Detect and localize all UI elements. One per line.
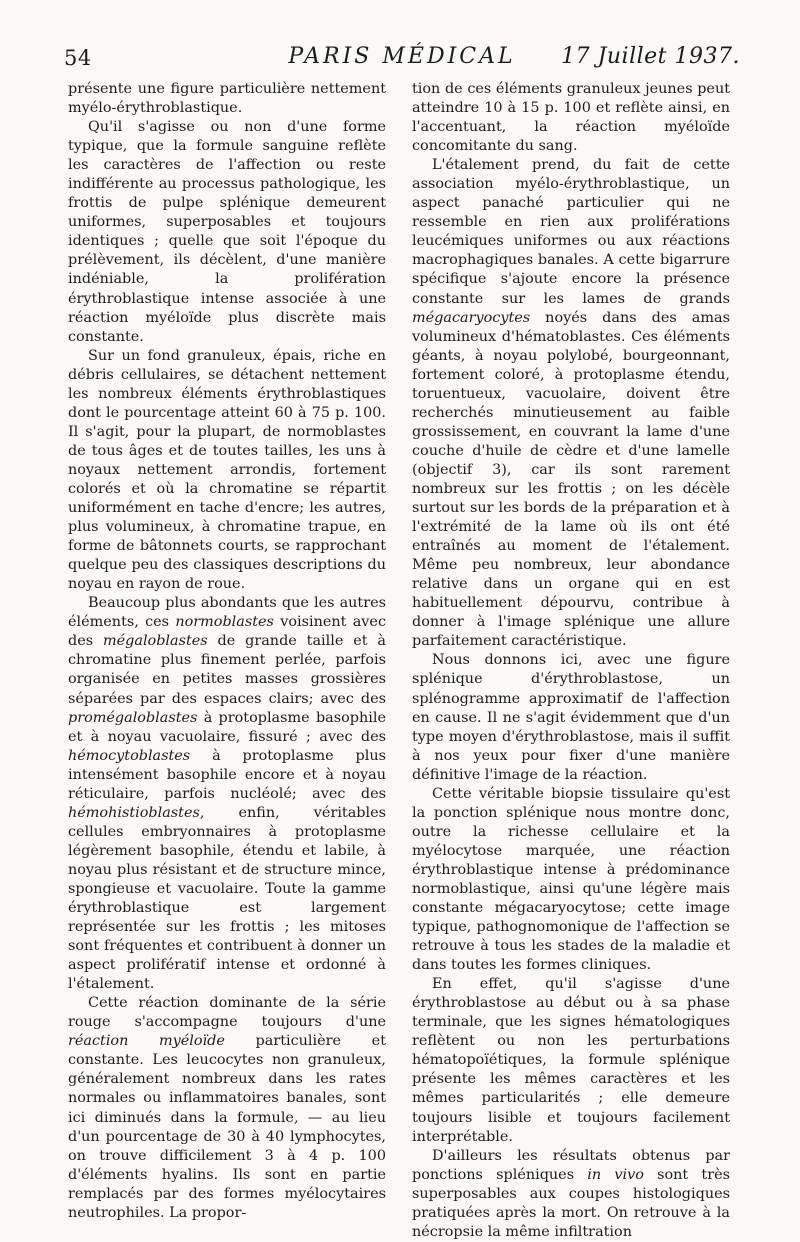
text-run: voisinent avec des — [68, 614, 387, 650]
text-run: , enfin, véritables cellules embryonnaires à protoplasme légèrement basophile, étendu et labile, à noyau plus résistant et de structure mince, spongieuse et vacuolaire. Toute la gamme érythroblastique est largement représentée sur les frottis ; les mitoses sont fréquentes et contribuent à donner un aspect prolifératif intense et ordonné à l'étalement. — [68, 804, 386, 993]
journal-title: PARIS MÉDICAL — [288, 44, 516, 69]
text-run: Cette réaction dominante de la série rouge s'accompagne toujours d'une — [68, 995, 386, 1031]
text-run: particulière et constante. Les leucocytes non granuleux, généralement nombreux dans les rates normales ou inflammatoires banales, sont ici diminués dans la formule, — au lieu d'un pourcentage de 30 à 40 lymphocytes, on trouve difficilement 3 à 4 p. 100 d'éléments hyalins. Ils sont en partie remplacés par des formes myélocytaires neutrophiles. La propor- — [68, 1033, 386, 1221]
paragraph — [412, 1147, 730, 1242]
text-run: noyés dans des amas volumineux d'hématoblastes. Ces éléments géants, à noyau polylobé, bourgeonnant, fortement coloré, à protoplasme étendu, toruentueux, vacuolaire, doivent être recherchés minutieusement au faible grossissement, en couvrant la lame d'une couche d'huile de cèdre et d'une lamelle (objectif 3), car ils sont rarement nombreux sur les frottis ; on les décèle surtout sur les bords de la préparation et à l'extrémité de la lame où ils ont été entraînés au moment de l'étalement. Même peu nombreux, leur abondance relative dans un organe qui en est habituellement dépourvu, contribue à donner à l'image splénique une allure parfaitement caractéristique. — [412, 309, 730, 650]
paragraph — [68, 594, 386, 994]
paragraph: Nous donnons ici, avec une figure splénique d'érythroblastose, un splénogramme approximatif de l'affection en cause. Il ne s'agit évidemment que d'un type moyen d'érythroblastose, mais il suffit à nos yeux pour fixer d'une manière définitive l'image de la réaction. — [412, 652, 730, 783]
text-run: sont très superposables aux coupes histologiques pratiquées après la mort. On retrouve à la nécropsie la même infiltration — [412, 1166, 730, 1240]
paragraph: présente une figure particulière nettement myélo-érythroblastique. — [68, 81, 386, 117]
paragraph: tion de ces éléments granuleux jeunes peut atteindre 10 à 15 p. 100 et reflète ainsi, en l'accentuant, la réaction myéloïde concomitante du sang. — [412, 81, 730, 155]
paragraph — [412, 156, 730, 651]
italic-term: réaction myéloïde — [68, 1033, 225, 1050]
paragraph: Qu'il s'agisse ou non d'une forme typique, que la formule sanguine reflète les caractères de l'affection ou reste indifférente au processus pathologique, les frottis de pulpe splénique demeurent uniformes, superposables et toujours identiques ; quelle que soit l'époque du prélèvement, ils décèlent, d'une manière indéniable, la prolifération érythroblastique intense associée à une réaction myéloïde plus discrète mais constante. — [68, 119, 386, 345]
text-run: à protoplasme basophile et à noyau vacuolaire, fissuré ; avec des — [68, 709, 386, 745]
italic-term: mégacaryocytes — [412, 309, 531, 326]
left-column — [68, 80, 386, 1223]
text-run: à protoplasme plus intensément basophile encore et à noyau réticulaire, parfois nucléolé; avec des — [68, 747, 386, 802]
text-run: de grande taille et à chromatine plus finement perlée, parfois organisée en petites masses grossières séparées par des espaces clairs; avec des — [68, 633, 386, 707]
page-number: 54 — [64, 46, 92, 70]
paragraph: Sur un fond granuleux, épais, riche en débris cellulaires, se détachent nettement les nombreux éléments érythroblastiques dont le pourcentage atteint 60 à 75 p. 100. Il s'agit, pour la plupart, de normoblastes de tous âges et de toutes tailles, les uns à noyaux nettement arrondis, fortement colorés et où la chromatine se répartit uniformément en tache d'encre; les autres, plus volumineux, à chromatine trapue, en forme de bâtonnets courts, se rapprochant quelque peu des classiques descriptions du noyau en rayon de roue. — [68, 347, 386, 593]
text-run: D'ailleurs les résultats obtenus par ponctions spléniques — [412, 1147, 730, 1183]
paragraph: En effet, qu'il s'agisse d'une érythroblastose au début ou à sa phase terminale, que les signes hématologiques reflètent ou non les perturbations hématopoïétiques, la formule splénique présente les mêmes caractères et les mêmes particularités ; elle demeure toujours lisible et toujours facilement interprétable. — [412, 976, 730, 1145]
issue-date: 17 Juillet 1937. — [561, 44, 740, 69]
italic-term: mégaloblastes — [102, 633, 208, 650]
italic-term: in vivo — [587, 1166, 644, 1183]
text-run: L'étalement prend, du fait de cette association myélo-érythroblastique, un aspect panaché particulier qui ne ressemble en rien aux proliférations leucémiques uniformes ou aux réactions macrophagiques banales. A cette bigarrure spécifique s'ajoute encore la présence constante sur les lames de grands — [412, 157, 730, 307]
italic-term: normoblastes — [175, 614, 274, 631]
paragraph: Cette véritable biopsie tissulaire qu'est la ponction splénique nous montre donc, outre la richesse cellulaire et la myélocytose marquée, une réaction érythroblastique intense à prédominance normoblastique, ainsi qu'une légère mais constante mégacaryocytose; cette image typique, pathognomonique de l'affection se retrouve à tous les stades de la maladie et dans toutes les formes cliniques. — [412, 785, 730, 974]
text-run: Beaucoup plus abondants que les autres éléments, ces — [68, 595, 386, 631]
italic-term: hémohistioblastes — [68, 804, 200, 821]
paragraph — [68, 994, 386, 1223]
running-header — [64, 42, 740, 76]
right-column — [412, 80, 730, 1242]
italic-term: promégaloblastes — [68, 709, 198, 726]
italic-term: hémocytoblastes — [68, 747, 191, 764]
